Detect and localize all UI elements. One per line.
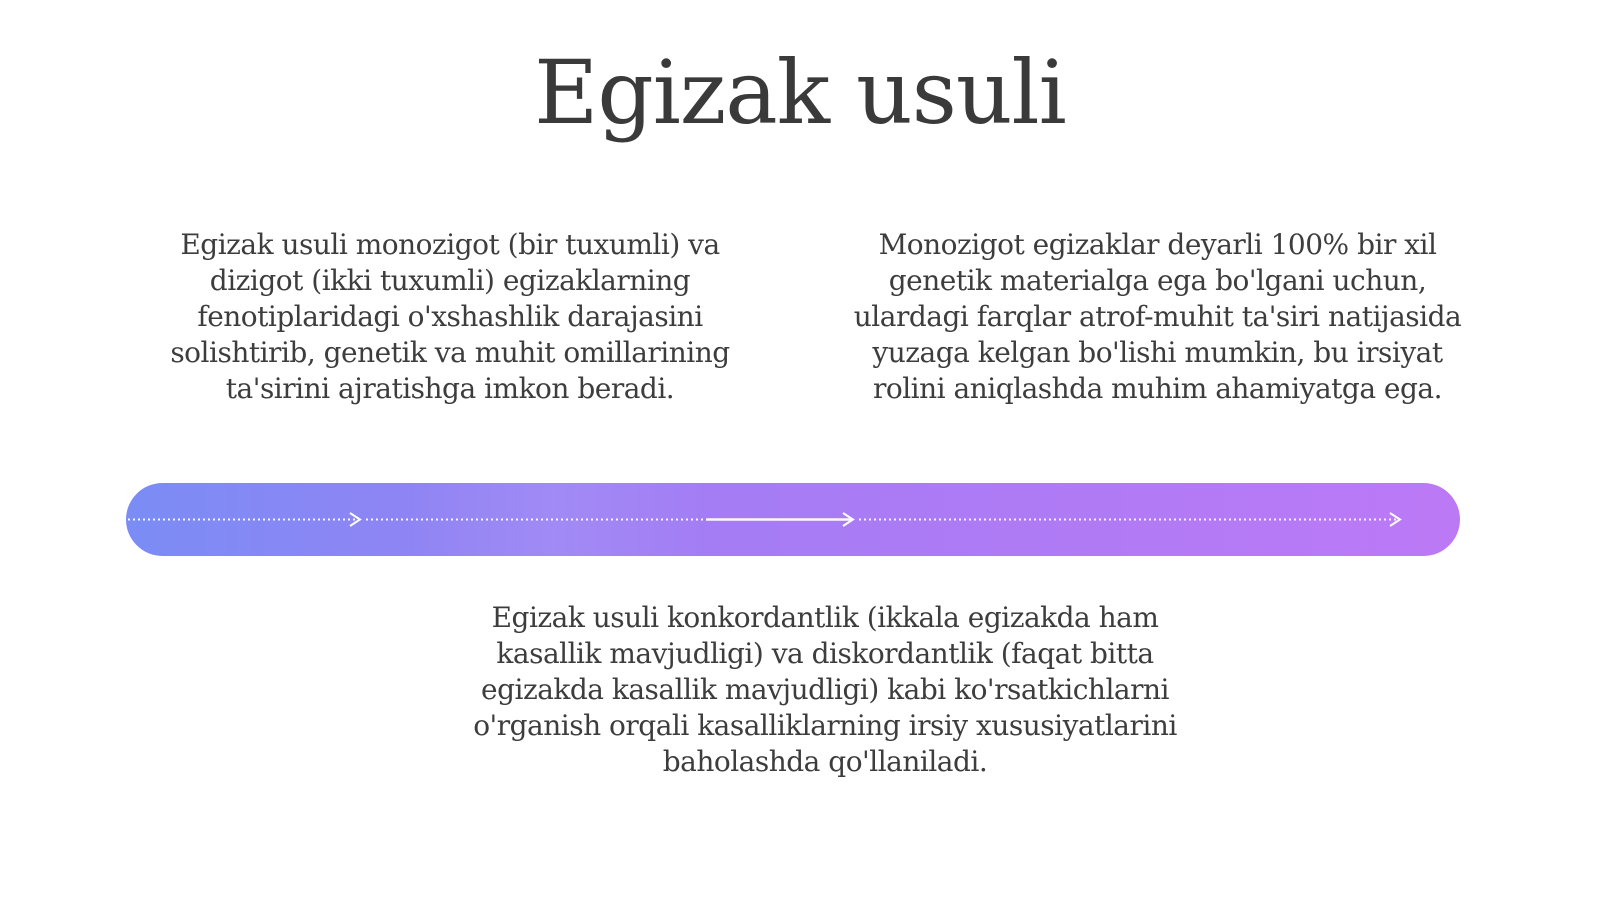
timeline-svg: [126, 483, 1460, 556]
slide-title: Egizak usuli: [534, 41, 1066, 144]
timeline-bar: [126, 483, 1460, 556]
paragraph-right: Monozigot egizaklar deyarli 100% bir xil genetik materialga ega bo'lgani uchun, ulardagi farqlar atrof-muhit ta'siri natijasida yuzaga kelgan bo'lishi mumkin, bu irsiyat rolini aniqlashda muhim ahamiyatga ega.: [853, 228, 1462, 405]
paragraph-bottom: Egizak usuli konkordantlik (ikkala egizakda ham kasallik mavjudligi) va diskordantlik (faqat bitta egizakda kasallik mavjudligi) kabi ko'rsatkichlarni o'rganish orqali kasalliklarning irsiy xususiyatlarini baholashda qo'llaniladi.: [473, 601, 1177, 778]
paragraph-left: Egizak usuli monozigot (bir tuxumli) va dizigot (ikki tuxumli) egizaklarning fenotiplaridagi o'xshashlik darajasini solishtirib, genetik va muhit omillarining ta'sirini ajratishga imkon beradi.: [170, 228, 730, 405]
